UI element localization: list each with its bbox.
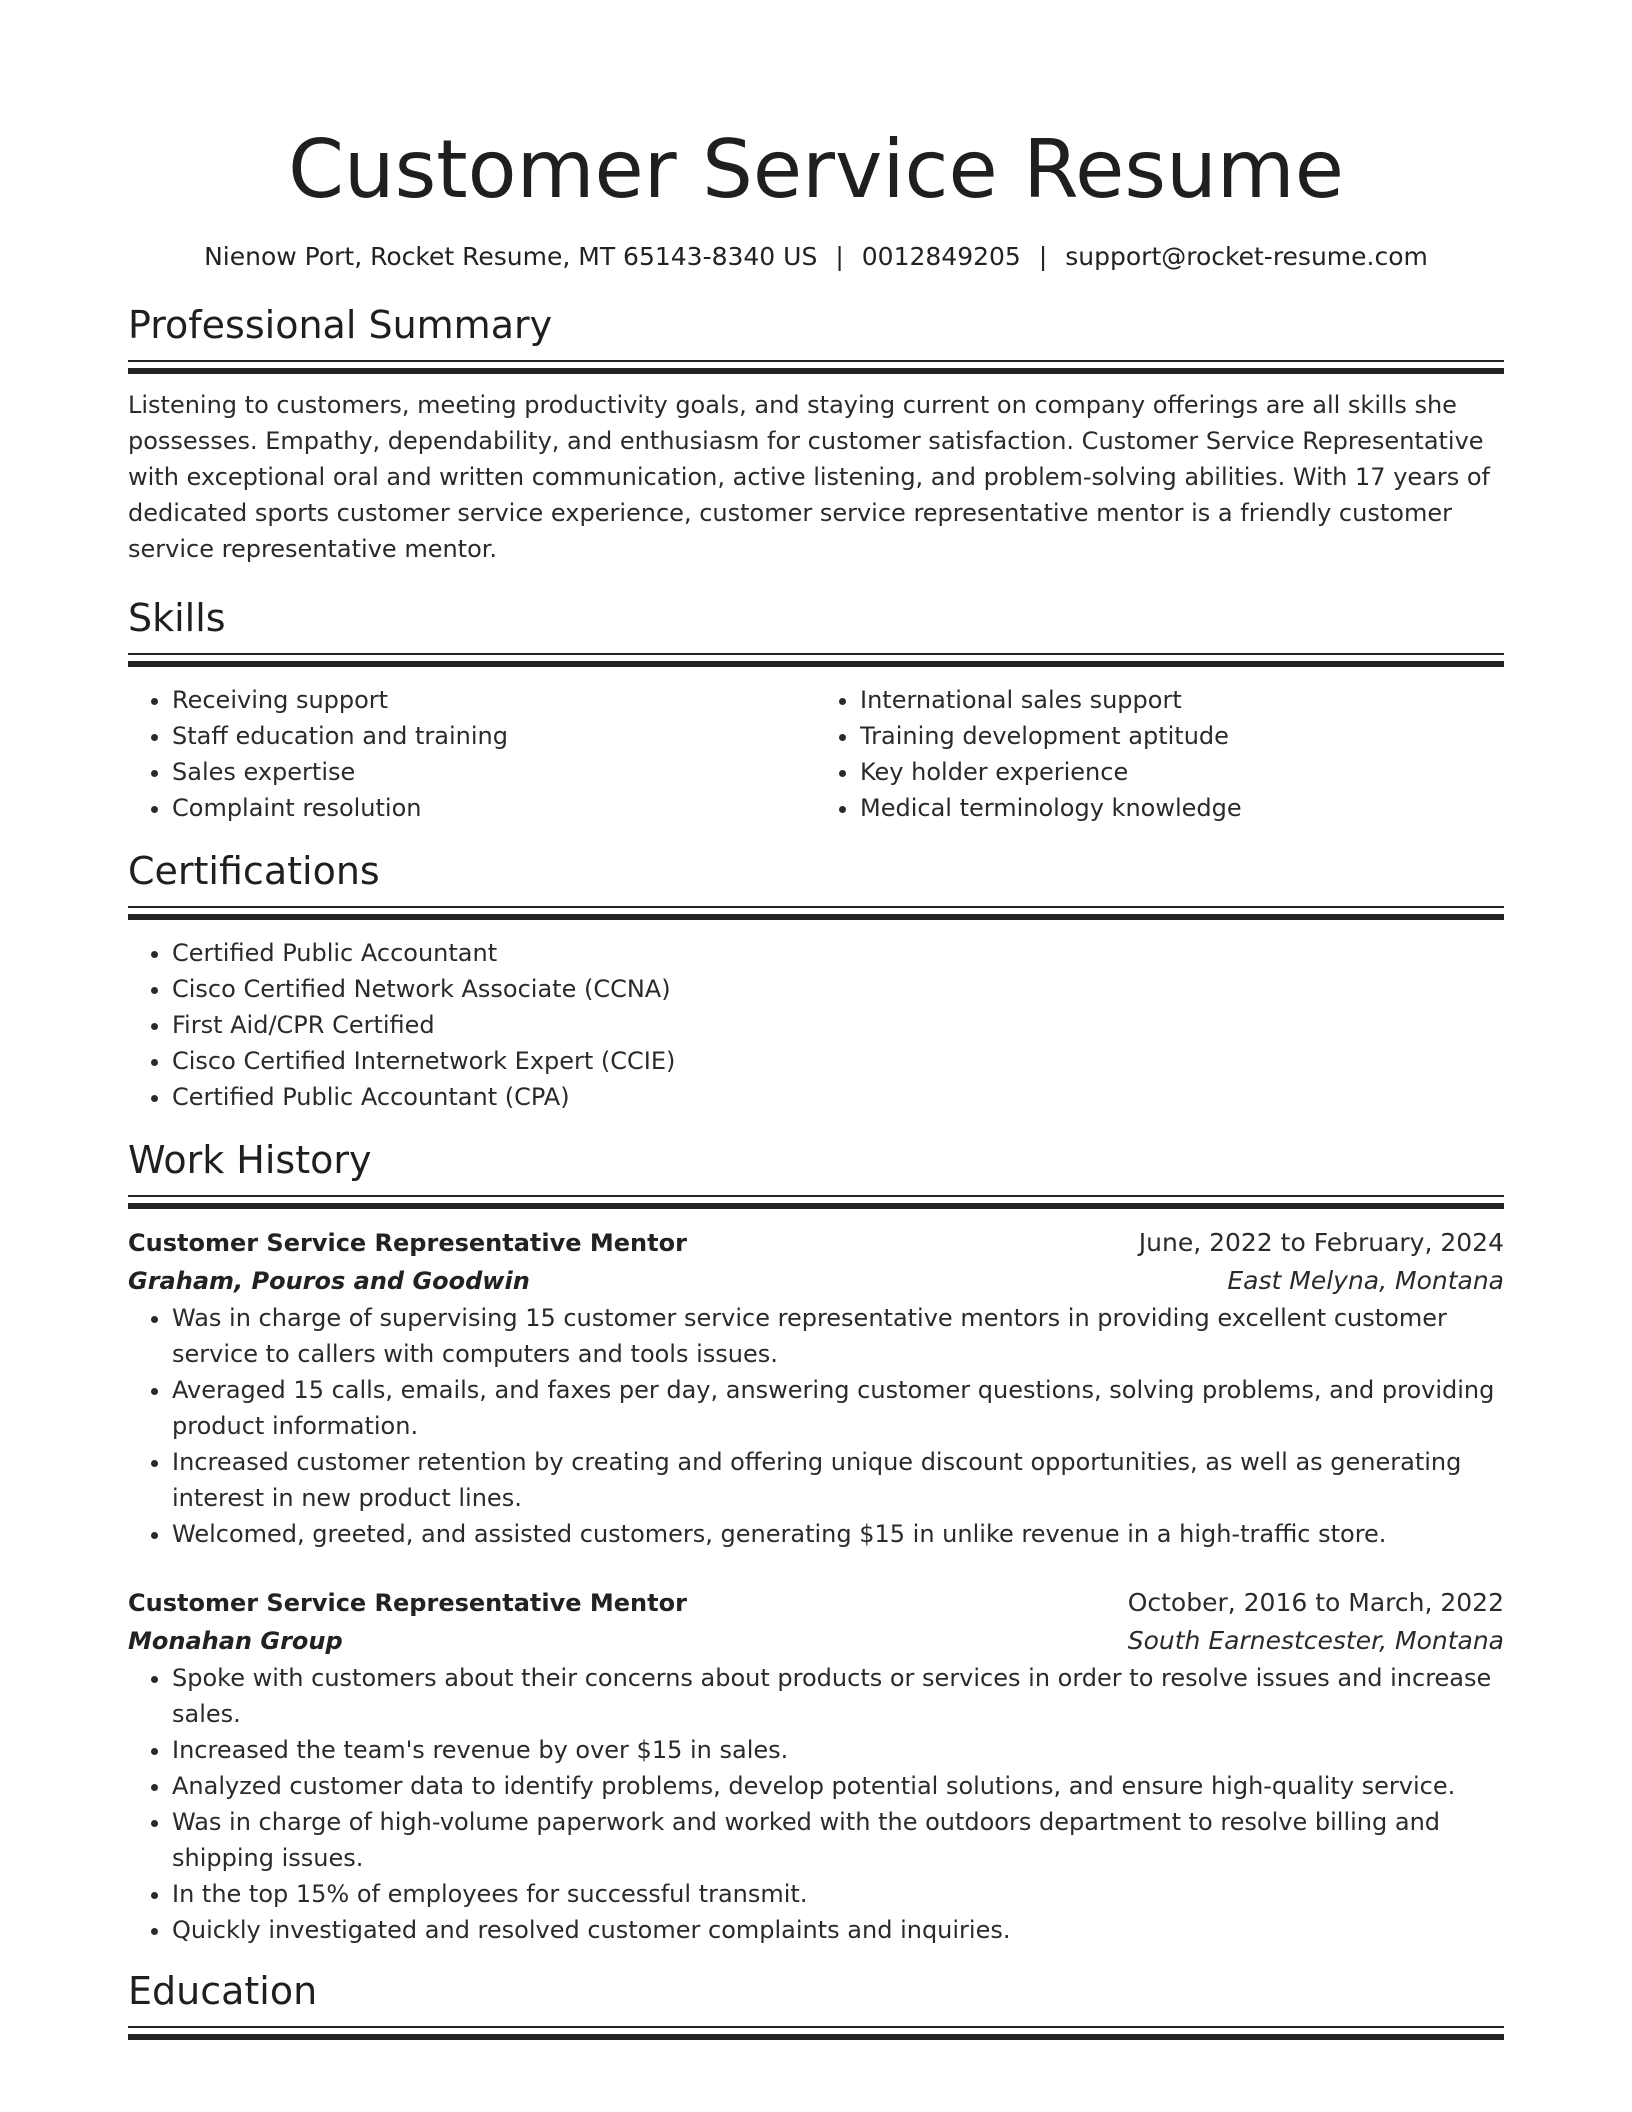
resume-title: Customer Service Resume (288, 123, 1344, 216)
section-title-summary: Professional Summary (128, 303, 553, 347)
skill-item: • Training development aptitude (860, 718, 1504, 754)
job-bullet: • Was in charge of high-volume paperwork and worked with the outdoors department to resolve billing and shipping issues. (172, 1804, 1504, 1876)
skill-item: • International sales support (860, 682, 1504, 718)
section-divider (128, 1195, 1504, 1210)
skills-column-left (128, 682, 816, 826)
job-bullets (128, 1660, 1504, 1948)
certifications-list (128, 935, 1504, 1115)
skill-item: • Staff education and training (172, 718, 816, 754)
certification-item: • Certified Public Accountant (CPA) (172, 1079, 1504, 1115)
job-bullet: • Welcomed, greeted, and assisted customers, generating $15 in unlike revenue in a high-traffic store. (172, 1516, 1504, 1552)
section-title-education: Education (128, 1969, 318, 2013)
skills-column-right (816, 682, 1504, 826)
section-title-work-history: Work History (128, 1138, 372, 1182)
education-section (128, 1968, 1504, 2041)
job-bullet: • Increased customer retention by creating and offering unique discount opportunities, as well as generating interest in new product lines. (172, 1444, 1504, 1516)
skill-item: • Complaint resolution (172, 790, 816, 826)
job-entry (128, 1584, 1504, 1948)
job-bullet: • In the top 15% of employees for successful transmit. (172, 1876, 1504, 1912)
resume-content (128, 0, 1504, 2041)
certification-item: • First Aid/CPR Certified (172, 1007, 1504, 1043)
contact-phone: 0012849205 (861, 242, 1021, 271)
section-divider (128, 906, 1504, 921)
job-subheader (128, 1622, 1504, 1660)
job-bullet: • Increased the team's revenue by over $15 in sales. (172, 1732, 1504, 1768)
job-bullet: • Was in charge of supervising 15 customer service representative mentors in providing excellent customer service to callers with computers and tools issues. (172, 1300, 1504, 1372)
contact-separator: | (1038, 242, 1048, 271)
job-bullet: • Quickly investigated and resolved customer complaints and inquiries. (172, 1912, 1504, 1948)
skill-item: • Receiving support (172, 682, 816, 718)
skills-section (128, 595, 1504, 826)
certifications-section (128, 848, 1504, 1115)
skills-columns (128, 682, 1504, 826)
work-history-section (128, 1137, 1504, 1948)
section-divider (128, 2026, 1504, 2041)
job-bullet: • Analyzed customer data to identify problems, develop potential solutions, and ensure high-quality service. (172, 1768, 1504, 1804)
skill-item: • Key holder experience (860, 754, 1504, 790)
job-bullet: • Spoke with customers about their concerns about products or services in order to resolve issues and increase sales. (172, 1660, 1504, 1732)
section-title-certifications: Certifications (128, 849, 380, 893)
skills-list-left (128, 682, 816, 826)
job-location: South Earnestcester, Montana (1127, 1626, 1504, 1655)
skill-item: • Medical terminology knowledge (860, 790, 1504, 826)
contact-address: Nienow Port, Rocket Resume, MT 65143-8340 US (204, 242, 818, 271)
certification-item: • Cisco Certified Network Associate (CCNA) (172, 971, 1504, 1007)
job-dates: June, 2022 to February, 2024 (1138, 1228, 1504, 1257)
summary-section (128, 302, 1504, 567)
section-divider (128, 360, 1504, 375)
job-dates: October, 2016 to March, 2022 (1127, 1588, 1504, 1617)
job-header (128, 1224, 1504, 1262)
job-title: Customer Service Representative Mentor (128, 1229, 687, 1257)
section-title-skills: Skills (128, 596, 226, 640)
contact-separator: | (835, 242, 844, 271)
contact-email[interactable]: support@rocket-resume.com (1065, 242, 1428, 271)
job-header (128, 1584, 1504, 1622)
skill-item: • Sales expertise (172, 754, 816, 790)
job-bullets (128, 1300, 1504, 1552)
job-title: Customer Service Representative Mentor (128, 1589, 687, 1617)
job-subheader (128, 1262, 1504, 1300)
job-bullet: • Averaged 15 calls, emails, and faxes per day, answering customer questions, solving problems, and providing product information. (172, 1372, 1504, 1444)
job-company: Graham, Pouros and Goodwin (128, 1267, 530, 1295)
summary-text: Listening to customers, meeting productivity goals, and staying current on company offerings are all skills she possesses. Empathy, dependability, and enthusiasm for customer satisfaction. Customer Service Representative with exceptional oral and written communication, active listening, and problem-solving abilities. With 17 years of dedicated sports customer service experience, customer service representative mentor is a friendly customer service representative mentor. (128, 391, 1490, 563)
section-divider (128, 653, 1504, 668)
job-company: Monahan Group (128, 1627, 343, 1655)
certification-item: • Certified Public Accountant (172, 935, 1504, 971)
job-location: East Melyna, Montana (1227, 1266, 1504, 1295)
skills-list-right (816, 682, 1504, 826)
job-entry (128, 1224, 1504, 1552)
contact-line (128, 240, 1504, 274)
certification-item: • Cisco Certified Internetwork Expert (CCIE) (172, 1043, 1504, 1079)
